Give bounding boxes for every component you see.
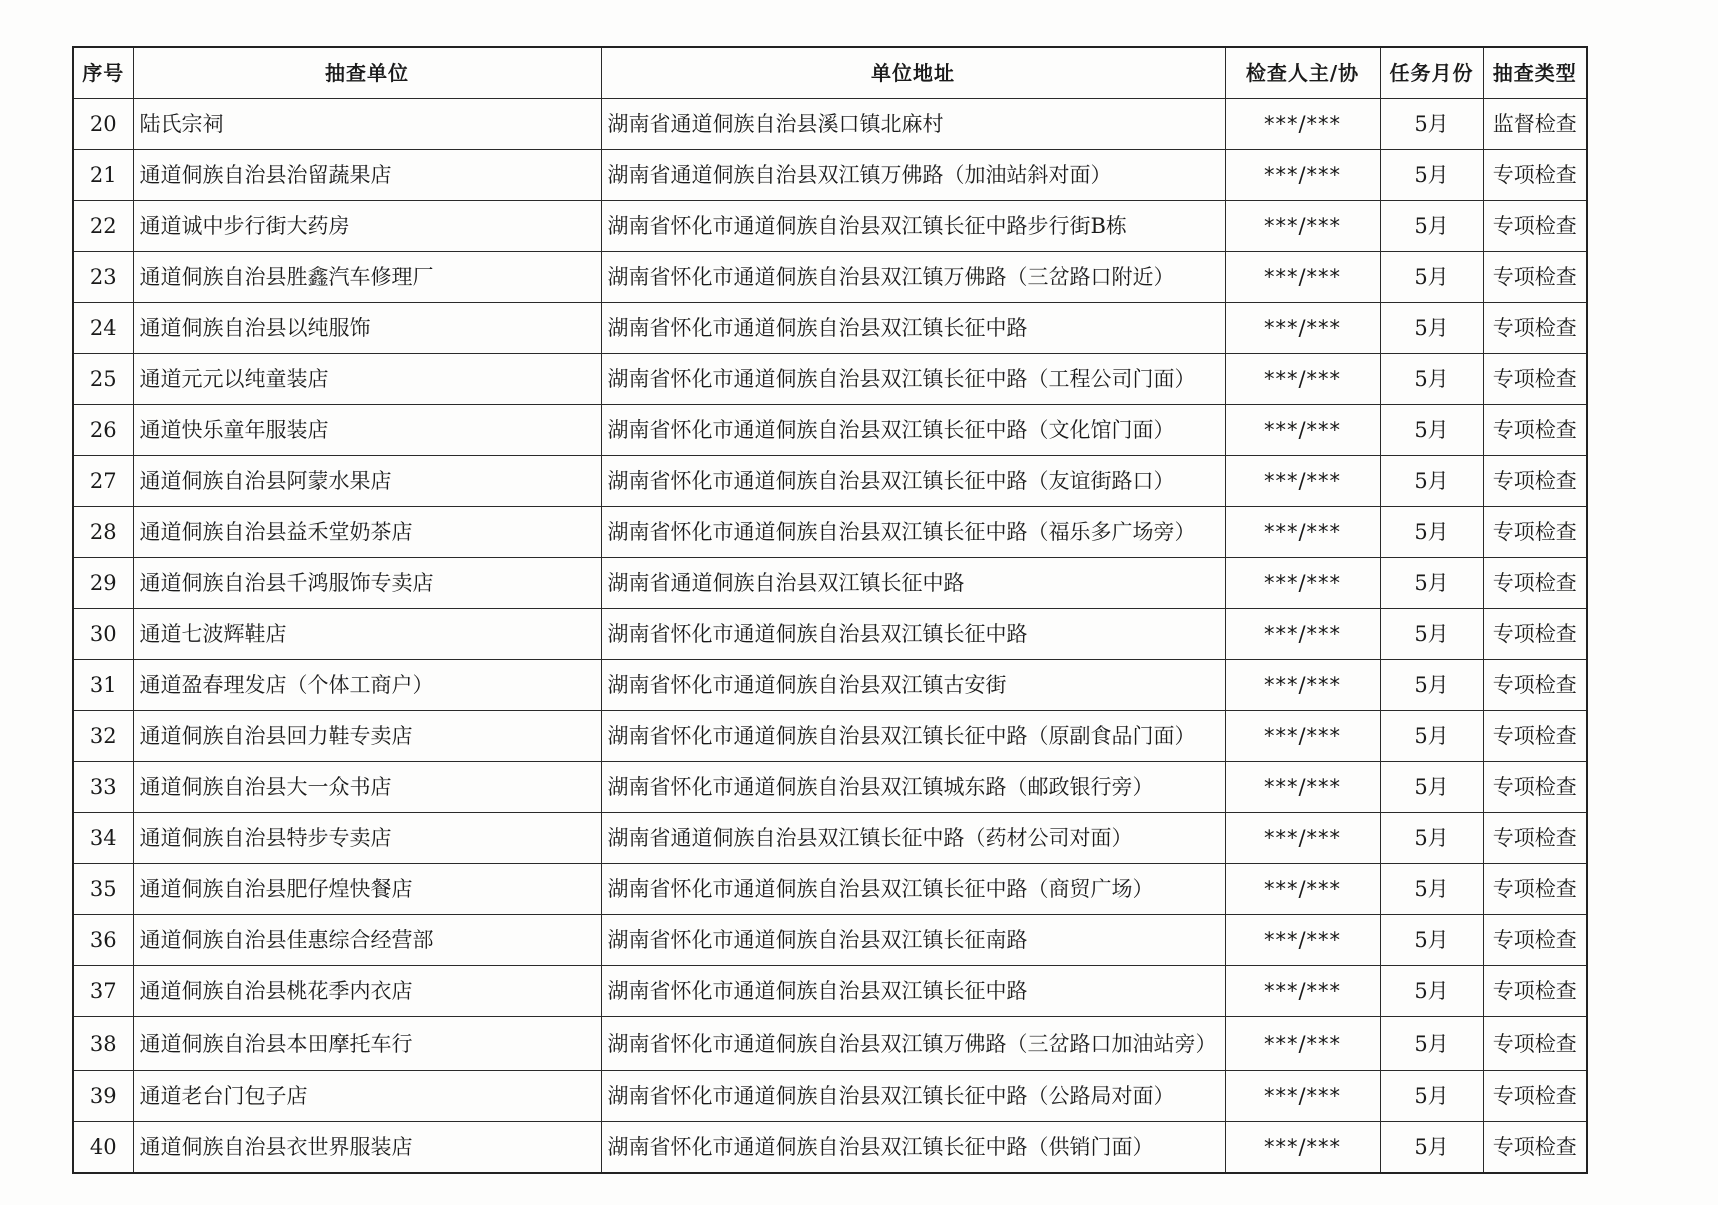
row-no: 30 [73, 609, 133, 660]
table-row [73, 405, 1587, 456]
row-no: 34 [73, 813, 133, 864]
row-address: 湖南省怀化市通道侗族自治县双江镇城东路（邮政银行旁） [601, 762, 1225, 813]
row-address: 湖南省怀化市通道侗族自治县双江镇万佛路（三岔路口附近） [601, 252, 1225, 303]
row-unit: 通道盈春理发店（个体工商户） [133, 660, 601, 711]
row-month: 5月 [1380, 915, 1483, 966]
row-month: 5月 [1380, 507, 1483, 558]
row-inspector: ***/*** [1225, 660, 1380, 711]
table-row [73, 864, 1587, 915]
row-inspector: ***/*** [1225, 609, 1380, 660]
row-month: 5月 [1380, 150, 1483, 201]
row-type: 专项检查 [1483, 609, 1587, 660]
row-month: 5月 [1380, 1017, 1483, 1071]
row-unit: 通道诚中步行街大药房 [133, 201, 601, 252]
row-inspector: ***/*** [1225, 864, 1380, 915]
row-inspector: ***/*** [1225, 1017, 1380, 1071]
row-unit: 通道快乐童年服装店 [133, 405, 601, 456]
row-no: 36 [73, 915, 133, 966]
row-type: 专项检查 [1483, 915, 1587, 966]
row-type: 专项检查 [1483, 711, 1587, 762]
header-type: 抽查类型 [1483, 47, 1587, 99]
row-inspector: ***/*** [1225, 915, 1380, 966]
header-unit: 抽查单位 [133, 47, 601, 99]
row-no: 20 [73, 99, 133, 150]
row-type: 专项检查 [1483, 813, 1587, 864]
row-unit: 陆氏宗祠 [133, 99, 601, 150]
row-month: 5月 [1380, 762, 1483, 813]
row-type: 专项检查 [1483, 150, 1587, 201]
row-type: 专项检查 [1483, 252, 1587, 303]
row-no: 39 [73, 1071, 133, 1122]
table-row [73, 99, 1587, 150]
row-month: 5月 [1380, 660, 1483, 711]
row-address: 湖南省怀化市通道侗族自治县双江镇长征中路（文化馆门面） [601, 405, 1225, 456]
table-row [73, 711, 1587, 762]
row-no: 35 [73, 864, 133, 915]
row-unit: 通道侗族自治县以纯服饰 [133, 303, 601, 354]
row-address: 湖南省通道侗族自治县双江镇长征中路（药材公司对面） [601, 813, 1225, 864]
row-unit: 通道侗族自治县回力鞋专卖店 [133, 711, 601, 762]
row-month: 5月 [1380, 99, 1483, 150]
row-type: 监督检查 [1483, 99, 1587, 150]
row-type: 专项检查 [1483, 1122, 1587, 1174]
row-month: 5月 [1380, 252, 1483, 303]
table-row [73, 762, 1587, 813]
row-address: 湖南省怀化市通道侗族自治县双江镇万佛路（三岔路口加油站旁） [601, 1017, 1225, 1071]
row-month: 5月 [1380, 405, 1483, 456]
row-no: 27 [73, 456, 133, 507]
row-type: 专项检查 [1483, 303, 1587, 354]
row-address: 湖南省怀化市通道侗族自治县双江镇长征中路（商贸广场） [601, 864, 1225, 915]
row-no: 38 [73, 1017, 133, 1071]
row-address: 湖南省通道侗族自治县双江镇万佛路（加油站斜对面） [601, 150, 1225, 201]
row-month: 5月 [1380, 456, 1483, 507]
table-row [73, 303, 1587, 354]
row-unit: 通道侗族自治县本田摩托车行 [133, 1017, 601, 1071]
table-row [73, 1122, 1587, 1174]
row-inspector: ***/*** [1225, 405, 1380, 456]
row-inspector: ***/*** [1225, 150, 1380, 201]
table-row [73, 456, 1587, 507]
row-type: 专项检查 [1483, 1017, 1587, 1071]
row-month: 5月 [1380, 864, 1483, 915]
row-address: 湖南省通道侗族自治县溪口镇北麻村 [601, 99, 1225, 150]
row-no: 21 [73, 150, 133, 201]
row-no: 23 [73, 252, 133, 303]
row-inspector: ***/*** [1225, 456, 1380, 507]
row-month: 5月 [1380, 1071, 1483, 1122]
table-row [73, 1017, 1587, 1071]
row-unit: 通道元元以纯童装店 [133, 354, 601, 405]
row-no: 33 [73, 762, 133, 813]
row-address: 湖南省怀化市通道侗族自治县双江镇长征中路 [601, 303, 1225, 354]
row-unit: 通道侗族自治县益禾堂奶茶店 [133, 507, 601, 558]
row-address: 湖南省怀化市通道侗族自治县双江镇长征中路（原副食品门面） [601, 711, 1225, 762]
row-month: 5月 [1380, 201, 1483, 252]
row-address: 湖南省怀化市通道侗族自治县双江镇长征中路（工程公司门面） [601, 354, 1225, 405]
row-inspector: ***/*** [1225, 1071, 1380, 1122]
row-no: 25 [73, 354, 133, 405]
row-address: 湖南省怀化市通道侗族自治县双江镇长征中路 [601, 966, 1225, 1017]
row-type: 专项检查 [1483, 507, 1587, 558]
table-row [73, 150, 1587, 201]
row-inspector: ***/*** [1225, 1122, 1380, 1174]
row-address: 湖南省怀化市通道侗族自治县双江镇长征中路（供销门面） [601, 1122, 1225, 1174]
table-row [73, 354, 1587, 405]
row-month: 5月 [1380, 1122, 1483, 1174]
row-month: 5月 [1380, 558, 1483, 609]
row-unit: 通道侗族自治县千鸿服饰专卖店 [133, 558, 601, 609]
table-row [73, 252, 1587, 303]
row-address: 湖南省怀化市通道侗族自治县双江镇长征中路（友谊街路口） [601, 456, 1225, 507]
row-address: 湖南省怀化市通道侗族自治县双江镇长征中路步行街B栋 [601, 201, 1225, 252]
row-inspector: ***/*** [1225, 813, 1380, 864]
row-type: 专项检查 [1483, 354, 1587, 405]
row-month: 5月 [1380, 966, 1483, 1017]
row-unit: 通道老台门包子店 [133, 1071, 601, 1122]
row-address: 湖南省怀化市通道侗族自治县双江镇长征南路 [601, 915, 1225, 966]
row-address: 湖南省怀化市通道侗族自治县双江镇古安街 [601, 660, 1225, 711]
row-inspector: ***/*** [1225, 711, 1380, 762]
row-no: 29 [73, 558, 133, 609]
row-address: 湖南省怀化市通道侗族自治县双江镇长征中路 [601, 609, 1225, 660]
row-inspector: ***/*** [1225, 966, 1380, 1017]
row-unit: 通道侗族自治县胜鑫汽车修理厂 [133, 252, 601, 303]
header-row [73, 47, 1587, 99]
row-inspector: ***/*** [1225, 762, 1380, 813]
row-unit: 通道侗族自治县阿蒙水果店 [133, 456, 601, 507]
row-inspector: ***/*** [1225, 252, 1380, 303]
row-unit: 通道七波辉鞋店 [133, 609, 601, 660]
row-unit: 通道侗族自治县衣世界服装店 [133, 1122, 601, 1174]
row-address: 湖南省怀化市通道侗族自治县双江镇长征中路（公路局对面） [601, 1071, 1225, 1122]
header-month: 任务月份 [1380, 47, 1483, 99]
row-month: 5月 [1380, 609, 1483, 660]
row-month: 5月 [1380, 813, 1483, 864]
table-row [73, 660, 1587, 711]
row-no: 22 [73, 201, 133, 252]
row-month: 5月 [1380, 303, 1483, 354]
row-inspector: ***/*** [1225, 507, 1380, 558]
row-type: 专项检查 [1483, 1071, 1587, 1122]
row-type: 专项检查 [1483, 660, 1587, 711]
row-type: 专项检查 [1483, 456, 1587, 507]
table-row [73, 813, 1587, 864]
row-type: 专项检查 [1483, 864, 1587, 915]
table-row [73, 507, 1587, 558]
row-no: 28 [73, 507, 133, 558]
row-no: 26 [73, 405, 133, 456]
table-row [73, 558, 1587, 609]
row-unit: 通道侗族自治县治留蔬果店 [133, 150, 601, 201]
row-no: 24 [73, 303, 133, 354]
header-no: 序号 [73, 47, 133, 99]
table-row [73, 915, 1587, 966]
row-type: 专项检查 [1483, 762, 1587, 813]
row-no: 37 [73, 966, 133, 1017]
row-unit: 通道侗族自治县特步专卖店 [133, 813, 601, 864]
row-inspector: ***/*** [1225, 558, 1380, 609]
row-address: 湖南省怀化市通道侗族自治县双江镇长征中路（福乐多广场旁） [601, 507, 1225, 558]
row-unit: 通道侗族自治县肥仔煌快餐店 [133, 864, 601, 915]
row-no: 32 [73, 711, 133, 762]
row-type: 专项检查 [1483, 558, 1587, 609]
row-month: 5月 [1380, 354, 1483, 405]
header-inspector: 检查人主/协 [1225, 47, 1380, 99]
row-inspector: ***/*** [1225, 99, 1380, 150]
row-type: 专项检查 [1483, 405, 1587, 456]
row-unit: 通道侗族自治县大一众书店 [133, 762, 601, 813]
row-no: 40 [73, 1122, 133, 1174]
row-unit: 通道侗族自治县桃花季内衣店 [133, 966, 601, 1017]
row-inspector: ***/*** [1225, 201, 1380, 252]
table-row [73, 609, 1587, 660]
row-inspector: ***/*** [1225, 354, 1380, 405]
row-inspector: ***/*** [1225, 303, 1380, 354]
row-type: 专项检查 [1483, 201, 1587, 252]
row-month: 5月 [1380, 711, 1483, 762]
table-row [73, 1071, 1587, 1122]
inspection-table [72, 46, 1588, 1174]
header-address: 单位地址 [601, 47, 1225, 99]
row-no: 31 [73, 660, 133, 711]
table-row [73, 966, 1587, 1017]
row-type: 专项检查 [1483, 966, 1587, 1017]
row-unit: 通道侗族自治县佳惠综合经营部 [133, 915, 601, 966]
table-body [73, 99, 1587, 1174]
table-row [73, 201, 1587, 252]
row-address: 湖南省通道侗族自治县双江镇长征中路 [601, 558, 1225, 609]
